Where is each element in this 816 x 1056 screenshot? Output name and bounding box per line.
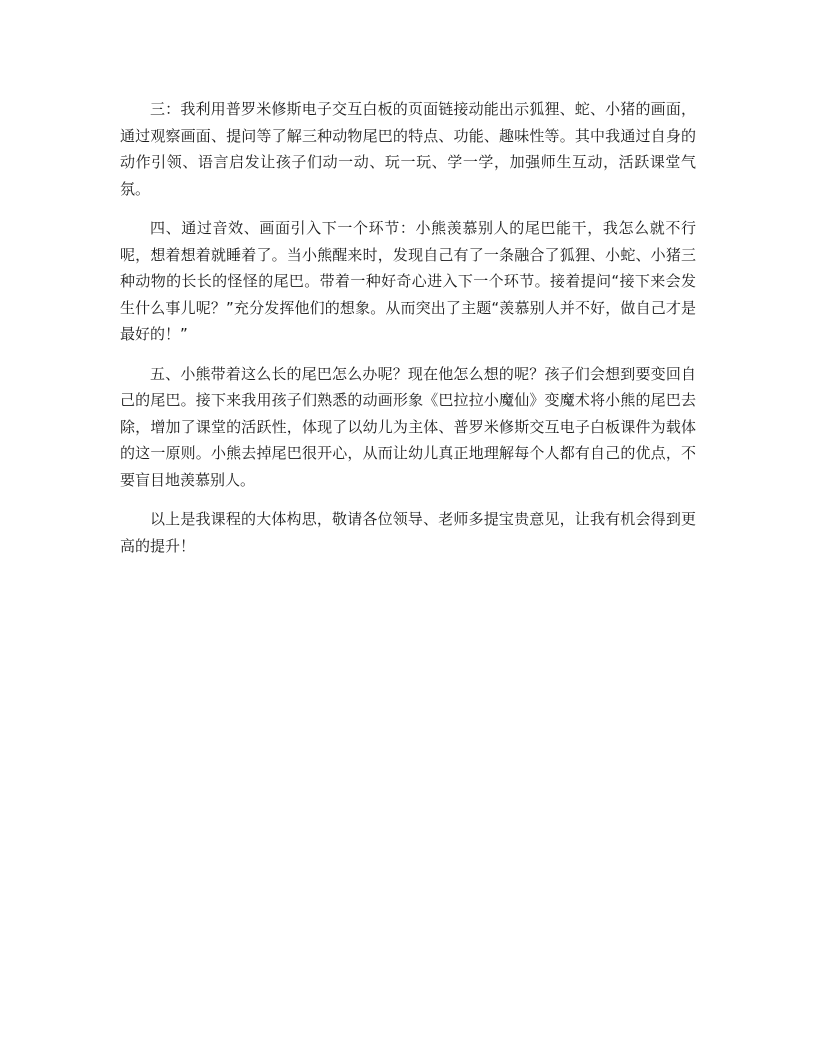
paragraph-four: 四、通过音效、画面引入下一个环节：小熊羡慕别人的尾巴能干，我怎么就不行呢，想着想着就睡着了。当小熊醒来时，发现自己有了一条融合了狐狸、小蛇、小猪三种动物的长长的怪怪的尾巴。带着一种好奇心进入下一个环节。接着提问“接下来会发生什么事儿呢？”充分发挥他们的想象。从而突出了主题“羡慕别人并不好，做自己才是最好的！”: [120, 219, 696, 343]
paragraph-three: 三：我利用普罗米修斯电子交互白板的页面链接动能出示狐狸、蛇、小猪的画面，通过观察画面、提问等了解三种动物尾巴的特点、功能、趣味性等。其中我通过自身的动作引领、语言启发让孩子们动一动、玩一玩、学一学，加强师生互动，活跃课堂气氛。: [120, 100, 696, 198]
paragraph-five: 五、小熊带着这么长的尾巴怎么办呢？现在他怎么想的呢？孩子们会想到要变回自己的尾巴。接下来我用孩子们熟悉的动画形象《巴拉拉小魔仙》变魔术将小熊的尾巴去除，增加了课堂的活跃性，体现了以幼儿为主体、普罗米修斯交互电子白板课件为载体的这一原则。小熊去掉尾巴很开心，从而让幼儿真正地理解每个人都有自己的优点，不要盲目地羡慕别人。: [120, 364, 696, 489]
document-body: [120, 96, 696, 572]
paragraph-conclusion: 以上是我课程的大体构思，敬请各位领导、老师多提宝贵意见，让我有机会得到更高的提升！: [120, 510, 696, 555]
